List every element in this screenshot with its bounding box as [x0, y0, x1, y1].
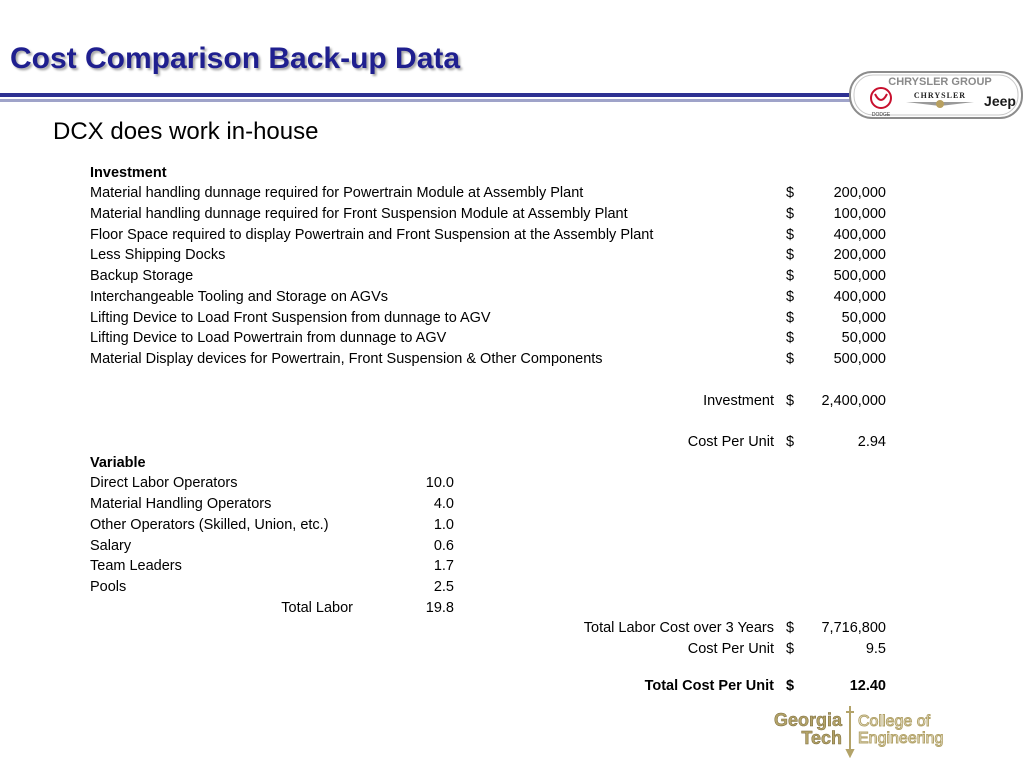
variable-label: Direct Labor Operators [90, 475, 238, 491]
georgia-tech-logo [756, 706, 976, 758]
currency-sign: $ [786, 227, 795, 243]
investment-label: Material handling dunnage required for Powertrain Module at Assembly Plant [90, 185, 584, 201]
variable-value: 10.0 [425, 475, 454, 491]
total-labor-label: Total Labor [281, 600, 353, 616]
title-rule [0, 93, 850, 97]
svg-text:CHRYSLER: CHRYSLER [913, 91, 967, 100]
title-rule-light [0, 99, 850, 102]
grand-total-label: Total Cost Per Unit [644, 678, 774, 694]
currency-sign: $ [786, 206, 795, 222]
variable-value: 1.7 [433, 558, 454, 574]
investment-amount: 400,000 [833, 227, 886, 243]
svg-text:Jeep: Jeep [984, 93, 1016, 109]
investment-label: Material handling dunnage required for Front Suspension Module at Assembly Plant [90, 206, 628, 222]
svg-text:CHRYSLER GROUP: CHRYSLER GROUP [888, 76, 992, 88]
labor-cost-label: Total Labor Cost over 3 Years [583, 620, 774, 636]
investment-cpu-label: Cost Per Unit [687, 434, 774, 450]
investment-amount: 500,000 [833, 268, 886, 284]
investment-amount: 400,000 [833, 289, 886, 305]
variable-label: Material Handling Operators [90, 496, 272, 512]
chrysler-group-logo [848, 70, 1024, 120]
variable-cpu-label: Cost Per Unit [687, 641, 774, 657]
subtitle: DCX does work in-house [53, 118, 319, 145]
currency-sign: $ [786, 310, 795, 326]
variable-value: 0.6 [433, 538, 454, 554]
labor-cost-amount: 7,716,800 [821, 620, 886, 636]
page-title: Cost Comparison Back-up Data [10, 42, 461, 75]
variable-value: 4.0 [433, 496, 454, 512]
total-labor-value: 19.8 [425, 600, 454, 616]
variable-heading: Variable [90, 455, 146, 471]
investment-label: Lifting Device to Load Front Suspension from dunnage to AGV [90, 310, 491, 326]
variable-label: Salary [90, 538, 132, 554]
currency-sign: $ [786, 289, 795, 305]
currency-sign: $ [786, 351, 795, 367]
currency-sign: $ [786, 620, 795, 636]
investment-amount: 100,000 [833, 206, 886, 222]
variable-label: Team Leaders [90, 558, 182, 574]
investment-total-amount: 2,400,000 [821, 393, 886, 409]
currency-sign: $ [786, 330, 795, 346]
variable-label: Pools [90, 579, 127, 595]
currency-sign: $ [786, 247, 795, 263]
grand-total-amount: 12.40 [849, 678, 886, 694]
investment-total-label: Investment [703, 393, 774, 409]
investment-label: Floor Space required to display Powertrain and Front Suspension at the Assembly Plant [90, 227, 654, 243]
svg-text:Engineering: Engineering [858, 730, 944, 747]
investment-amount: 500,000 [833, 351, 886, 367]
investment-label: Less Shipping Docks [90, 247, 226, 263]
investment-amount: 200,000 [833, 247, 886, 263]
svg-text:College of: College of [858, 713, 931, 730]
variable-value: 1.0 [433, 517, 454, 533]
investment-label: Material Display devices for Powertrain, Front Suspension & Other Components [90, 351, 603, 367]
currency-sign: $ [786, 185, 795, 201]
currency-sign: $ [786, 434, 795, 450]
investment-heading: Investment [90, 165, 167, 181]
investment-label: Lifting Device to Load Powertrain from dunnage to AGV [90, 330, 447, 346]
variable-label: Other Operators (Skilled, Union, etc.) [90, 517, 329, 533]
investment-label: Interchangeable Tooling and Storage on AGVs [90, 289, 389, 305]
investment-label: Backup Storage [90, 268, 194, 284]
investment-cpu-amount: 2.94 [857, 434, 886, 450]
svg-text:Tech: Tech [801, 728, 842, 748]
variable-value: 2.5 [433, 579, 454, 595]
investment-amount: 50,000 [841, 330, 886, 346]
currency-sign: $ [786, 393, 795, 409]
investment-amount: 50,000 [841, 310, 886, 326]
currency-sign: $ [786, 641, 795, 657]
investment-amount: 200,000 [833, 185, 886, 201]
svg-text:DODGE: DODGE [871, 112, 891, 118]
svg-text:Georgia: Georgia [773, 710, 842, 730]
currency-sign: $ [786, 678, 795, 694]
currency-sign: $ [786, 268, 795, 284]
variable-cpu-amount: 9.5 [865, 641, 886, 657]
